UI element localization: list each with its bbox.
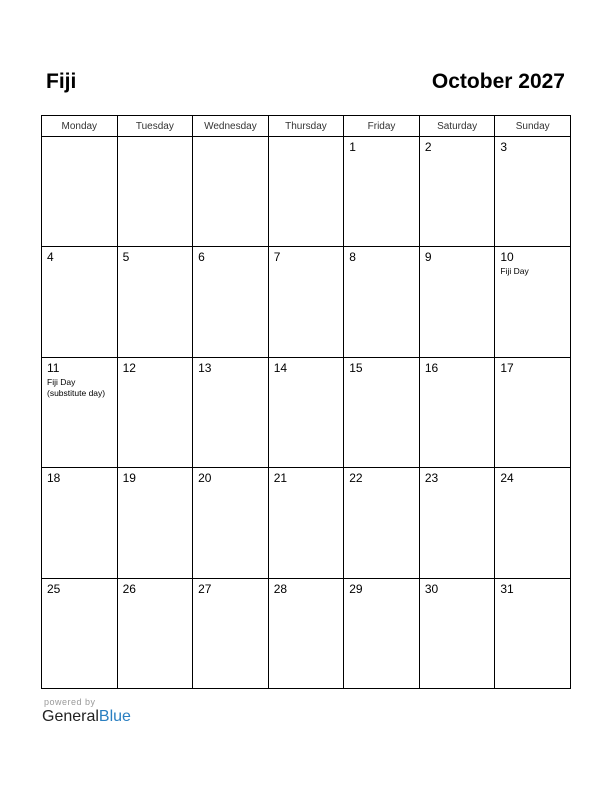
day-number: 16 [424,360,439,375]
holiday-label-note: (substitute day) [47,387,106,398]
day-number: 19 [122,471,136,486]
day-number: 18 [47,471,61,486]
day-number: 11 [47,360,60,375]
day-cell [193,137,269,247]
day-number [269,137,344,141]
day-number: 5 [122,250,130,265]
generalblue-logo[interactable] [42,708,131,726]
day-cell [344,578,420,688]
day-number: 3 [500,140,508,154]
day-cell [117,137,193,247]
holiday-label: Fiji Day [500,266,529,277]
weekday-header-row [42,116,571,137]
day-number: 7 [273,250,281,265]
day-number: 6 [198,250,205,265]
day-cell [268,357,344,467]
day-number: 2 [424,140,432,154]
day-cell [42,357,118,467]
day-cell [495,578,571,688]
day-number: 27 [198,581,212,596]
day-cell [193,357,269,467]
weekday-sunday: Sunday [495,116,571,137]
day-number: 31 [500,581,514,596]
day-number: 13 [198,360,212,375]
day-cell [117,357,193,467]
day-cell [42,247,118,357]
day-cell [193,468,269,578]
day-number [118,137,193,141]
day-cell [344,468,420,578]
month-title: October 2027 [431,70,565,93]
day-cell [495,468,571,578]
week-row [42,247,571,357]
day-cell [419,578,495,688]
day-cell [117,578,193,688]
day-cell [419,137,495,247]
day-cell [42,468,118,578]
brand-blue-text: Blue [98,708,131,725]
day-cell [344,137,420,247]
weekday-friday: Friday [344,116,420,137]
day-number: 22 [349,471,363,486]
day-number: 14 [273,360,288,375]
day-cell [495,137,571,247]
day-number: 20 [198,471,212,486]
holiday-label: Fiji Day [47,376,76,387]
weekday-monday: Monday [42,116,118,137]
day-number: 12 [122,360,136,375]
day-cell [268,578,344,688]
week-row [42,357,571,467]
day-number [193,137,268,141]
day-cell [42,137,118,247]
day-cell [268,137,344,247]
day-cell [117,468,193,578]
powered-by-label: powered by [44,697,96,707]
day-number: 25 [47,581,61,596]
day-cell [419,468,495,578]
day-number: 21 [273,471,288,486]
day-cell [193,578,269,688]
calendar-grid [41,115,571,689]
day-cell [344,247,420,357]
day-cell [117,247,193,357]
weekday-tuesday: Tuesday [117,116,193,137]
day-cell [42,578,118,688]
day-cell [344,357,420,467]
day-number: 9 [424,250,432,265]
day-number: 30 [424,581,439,596]
weekday-saturday: Saturday [419,116,495,137]
week-row [42,137,571,247]
brand-general-text: General [42,708,99,725]
day-number: 26 [122,581,136,596]
day-number: 24 [500,471,514,486]
day-cell [419,357,495,467]
day-cell [495,357,571,467]
day-cell [268,468,344,578]
day-cell [419,247,495,357]
day-number: 23 [424,471,439,486]
week-row [42,468,571,578]
day-number [42,137,117,141]
day-number: 29 [349,581,363,596]
day-number: 8 [349,250,356,265]
day-cell [193,247,269,357]
day-number: 4 [47,250,54,265]
week-row [42,578,571,688]
day-number: 15 [349,360,363,375]
day-cell [495,247,571,357]
day-cell [268,247,344,357]
weekday-thursday: Thursday [268,116,344,137]
day-number: 17 [500,360,514,375]
day-number: 1 [349,140,356,154]
day-number: 10 [500,250,514,265]
day-number: 28 [273,581,288,596]
weekday-wednesday: Wednesday [193,116,269,137]
country-title: Fiji [46,70,77,93]
